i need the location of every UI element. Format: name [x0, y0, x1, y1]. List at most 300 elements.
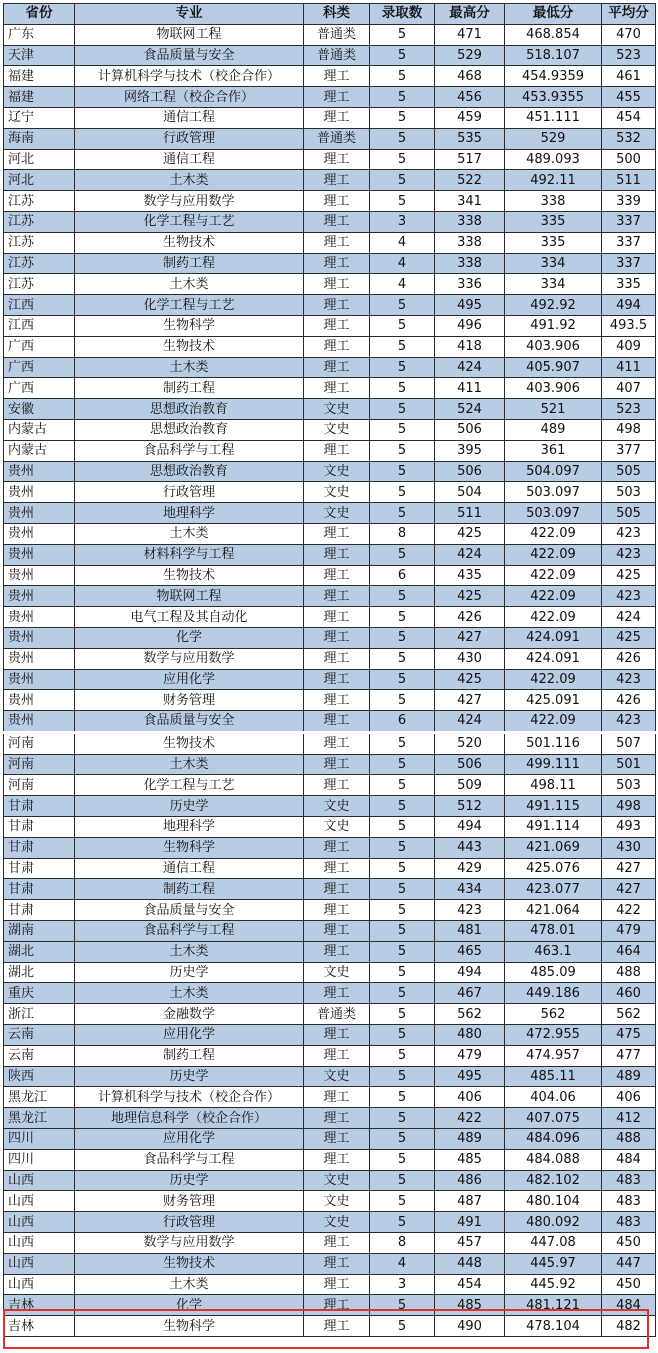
cell-admitted-count: 5	[370, 295, 435, 316]
cell-province: 贵州	[4, 648, 75, 669]
cell-admitted-count: 8	[370, 523, 435, 544]
cell-province: 浙江	[4, 1004, 75, 1025]
cell-admitted-count: 5	[370, 627, 435, 648]
cell-major: 土木类	[75, 1274, 304, 1295]
cell-major: 土木类	[75, 941, 304, 962]
cell-admitted-count: 6	[370, 565, 435, 586]
cell-major: 历史学	[75, 1170, 304, 1191]
table-row	[4, 399, 656, 420]
cell-category: 理工	[304, 1087, 370, 1108]
cell-province: 江苏	[4, 191, 75, 212]
cell-max-score: 418	[435, 336, 505, 357]
cell-major: 数学与应用数学	[75, 191, 304, 212]
cell-province: 江苏	[4, 253, 75, 274]
cell-major: 地理信息科学（校企合作）	[75, 1108, 304, 1129]
cell-max-score: 506	[435, 419, 505, 440]
cell-max-score: 471	[435, 24, 505, 45]
cell-admitted-count: 5	[370, 1087, 435, 1108]
cell-province: 湖北	[4, 941, 75, 962]
cell-avg-score: 423	[602, 669, 656, 690]
cell-max-score: 406	[435, 1087, 505, 1108]
table-row	[4, 45, 656, 66]
cell-admitted-count: 5	[370, 378, 435, 399]
cell-avg-score: 523	[602, 45, 656, 66]
table-row	[4, 107, 656, 128]
cell-admitted-count: 5	[370, 461, 435, 482]
table-row	[4, 440, 656, 461]
cell-category: 普通类	[304, 24, 370, 45]
cell-max-score: 425	[435, 523, 505, 544]
cell-max-score: 485	[435, 1295, 505, 1316]
header-province: 省份	[4, 4, 75, 25]
cell-max-score: 454	[435, 1274, 505, 1295]
cell-province: 福建	[4, 66, 75, 87]
cell-min-score: 478.104	[505, 1316, 602, 1337]
cell-province: 山西	[4, 1253, 75, 1274]
cell-admitted-count: 5	[370, 607, 435, 628]
cell-max-score: 529	[435, 45, 505, 66]
cell-min-score: 484.088	[505, 1149, 602, 1170]
cell-major: 土木类	[75, 274, 304, 295]
cell-min-score: 451.111	[505, 107, 602, 128]
cell-avg-score: 532	[602, 128, 656, 149]
header-admitted-count: 录取数	[370, 4, 435, 25]
cell-province: 江西	[4, 295, 75, 316]
cell-max-score: 422	[435, 1108, 505, 1129]
cell-min-score: 499.111	[505, 754, 602, 775]
cell-major: 化学工程与工艺	[75, 295, 304, 316]
cell-major: 土木类	[75, 983, 304, 1004]
cell-province: 内蒙古	[4, 440, 75, 461]
cell-major: 化学	[75, 627, 304, 648]
cell-min-score: 422.09	[505, 607, 602, 628]
cell-province: 山西	[4, 1191, 75, 1212]
cell-min-score: 449.186	[505, 983, 602, 1004]
cell-province: 河北	[4, 170, 75, 191]
cell-category: 文史	[304, 962, 370, 983]
cell-province: 甘肃	[4, 858, 75, 879]
cell-avg-score: 427	[602, 879, 656, 900]
cell-major: 物联网工程	[75, 586, 304, 607]
cell-max-score: 495	[435, 1066, 505, 1087]
cell-major: 食品科学与工程	[75, 921, 304, 942]
cell-major: 土木类	[75, 357, 304, 378]
cell-max-score: 491	[435, 1212, 505, 1233]
cell-min-score: 422.09	[505, 711, 602, 733]
cell-avg-score: 455	[602, 87, 656, 108]
table-row	[4, 461, 656, 482]
table-row	[4, 1233, 656, 1254]
cell-category: 文史	[304, 1191, 370, 1212]
cell-province: 贵州	[4, 461, 75, 482]
cell-major: 应用化学	[75, 669, 304, 690]
table-row	[4, 1295, 656, 1316]
cell-admitted-count: 5	[370, 690, 435, 711]
cell-avg-score: 427	[602, 858, 656, 879]
cell-min-score: 423.077	[505, 879, 602, 900]
cell-category: 文史	[304, 503, 370, 524]
cell-major: 生物科学	[75, 315, 304, 336]
cell-admitted-count: 5	[370, 648, 435, 669]
cell-avg-score: 411	[602, 357, 656, 378]
cell-major: 生物技术	[75, 565, 304, 586]
cell-min-score: 562	[505, 1004, 602, 1025]
cell-category: 理工	[304, 1253, 370, 1274]
cell-admitted-count: 5	[370, 1212, 435, 1233]
cell-avg-score: 503	[602, 775, 656, 796]
cell-category: 理工	[304, 211, 370, 232]
cell-category: 理工	[304, 565, 370, 586]
cell-admitted-count: 5	[370, 1025, 435, 1046]
cell-min-score: 474.957	[505, 1045, 602, 1066]
cell-min-score: 463.1	[505, 941, 602, 962]
cell-max-score: 487	[435, 1191, 505, 1212]
cell-max-score: 479	[435, 1045, 505, 1066]
cell-major: 通信工程	[75, 858, 304, 879]
cell-admitted-count: 5	[370, 24, 435, 45]
cell-min-score: 334	[505, 274, 602, 295]
cell-max-score: 338	[435, 232, 505, 253]
cell-avg-score: 503	[602, 482, 656, 503]
cell-province: 贵州	[4, 523, 75, 544]
cell-max-score: 562	[435, 1004, 505, 1025]
table-row	[4, 586, 656, 607]
table-row	[4, 732, 656, 754]
cell-major: 制药工程	[75, 378, 304, 399]
cell-province: 广西	[4, 357, 75, 378]
cell-avg-score: 461	[602, 66, 656, 87]
cell-max-score: 435	[435, 565, 505, 586]
cell-avg-score: 422	[602, 900, 656, 921]
cell-major: 历史学	[75, 796, 304, 817]
table-row	[4, 1045, 656, 1066]
cell-province: 辽宁	[4, 107, 75, 128]
cell-category: 理工	[304, 858, 370, 879]
cell-min-score: 422.09	[505, 544, 602, 565]
cell-avg-score: 447	[602, 1253, 656, 1274]
cell-min-score: 501.116	[505, 732, 602, 754]
cell-major: 通信工程	[75, 149, 304, 170]
cell-max-score: 424	[435, 357, 505, 378]
cell-category: 理工	[304, 87, 370, 108]
cell-category: 理工	[304, 983, 370, 1004]
cell-category: 文史	[304, 796, 370, 817]
cell-max-score: 509	[435, 775, 505, 796]
cell-avg-score: 412	[602, 1108, 656, 1129]
cell-admitted-count: 5	[370, 754, 435, 775]
cell-min-score: 472.955	[505, 1025, 602, 1046]
cell-admitted-count: 5	[370, 315, 435, 336]
cell-province: 河南	[4, 775, 75, 796]
cell-major: 生物技术	[75, 336, 304, 357]
cell-admitted-count: 5	[370, 45, 435, 66]
admission-score-table	[3, 3, 656, 1337]
cell-admitted-count: 4	[370, 1253, 435, 1274]
cell-major: 制药工程	[75, 253, 304, 274]
cell-admitted-count: 5	[370, 1316, 435, 1337]
cell-admitted-count: 5	[370, 900, 435, 921]
cell-max-score: 457	[435, 1233, 505, 1254]
cell-province: 陕西	[4, 1066, 75, 1087]
table-row	[4, 817, 656, 838]
cell-avg-score: 477	[602, 1045, 656, 1066]
cell-category: 理工	[304, 627, 370, 648]
cell-admitted-count: 5	[370, 66, 435, 87]
cell-province: 云南	[4, 1045, 75, 1066]
table-row	[4, 754, 656, 775]
cell-admitted-count: 5	[370, 440, 435, 461]
cell-min-score: 445.97	[505, 1253, 602, 1274]
cell-admitted-count: 5	[370, 879, 435, 900]
cell-major: 行政管理	[75, 482, 304, 503]
cell-min-score: 468.854	[505, 24, 602, 45]
cell-avg-score: 337	[602, 253, 656, 274]
cell-province: 贵州	[4, 482, 75, 503]
cell-admitted-count: 5	[370, 336, 435, 357]
cell-province: 贵州	[4, 607, 75, 628]
cell-max-score: 423	[435, 900, 505, 921]
cell-province: 贵州	[4, 503, 75, 524]
cell-admitted-count: 5	[370, 1191, 435, 1212]
cell-major: 财务管理	[75, 690, 304, 711]
cell-max-score: 468	[435, 66, 505, 87]
cell-admitted-count: 5	[370, 921, 435, 942]
cell-admitted-count: 5	[370, 858, 435, 879]
cell-avg-score: 507	[602, 732, 656, 754]
cell-max-score: 506	[435, 461, 505, 482]
cell-admitted-count: 5	[370, 399, 435, 420]
cell-major: 食品质量与安全	[75, 711, 304, 733]
cell-province: 海南	[4, 128, 75, 149]
cell-category: 理工	[304, 1295, 370, 1316]
cell-min-score: 403.906	[505, 336, 602, 357]
cell-max-score: 496	[435, 315, 505, 336]
cell-category: 文史	[304, 461, 370, 482]
cell-category: 理工	[304, 1274, 370, 1295]
table-row	[4, 607, 656, 628]
cell-avg-score: 470	[602, 24, 656, 45]
table-row	[4, 66, 656, 87]
cell-admitted-count: 5	[370, 775, 435, 796]
cell-max-score: 481	[435, 921, 505, 942]
cell-category: 理工	[304, 754, 370, 775]
table-row	[4, 378, 656, 399]
cell-category: 理工	[304, 711, 370, 733]
table-row	[4, 544, 656, 565]
table-row	[4, 565, 656, 586]
table-row	[4, 669, 656, 690]
cell-min-score: 453.9355	[505, 87, 602, 108]
cell-admitted-count: 5	[370, 1108, 435, 1129]
table-body	[4, 24, 656, 1336]
cell-min-score: 421.064	[505, 900, 602, 921]
cell-admitted-count: 5	[370, 419, 435, 440]
cell-province: 黑龙江	[4, 1087, 75, 1108]
cell-major: 金融数学	[75, 1004, 304, 1025]
cell-admitted-count: 5	[370, 586, 435, 607]
cell-max-score: 517	[435, 149, 505, 170]
cell-category: 理工	[304, 1045, 370, 1066]
table-row	[4, 1316, 656, 1337]
cell-max-score: 535	[435, 128, 505, 149]
cell-major: 土木类	[75, 754, 304, 775]
cell-max-score: 506	[435, 754, 505, 775]
cell-max-score: 495	[435, 295, 505, 316]
table-row	[4, 921, 656, 942]
cell-min-score: 503.097	[505, 503, 602, 524]
cell-max-score: 504	[435, 482, 505, 503]
cell-major: 食品科学与工程	[75, 1149, 304, 1170]
cell-province: 吉林	[4, 1295, 75, 1316]
cell-major: 生物技术	[75, 1253, 304, 1274]
cell-province: 河南	[4, 754, 75, 775]
cell-province: 贵州	[4, 565, 75, 586]
cell-avg-score: 407	[602, 378, 656, 399]
table-row	[4, 128, 656, 149]
cell-major: 历史学	[75, 1066, 304, 1087]
cell-province: 贵州	[4, 690, 75, 711]
cell-min-score: 492.92	[505, 295, 602, 316]
cell-avg-score: 505	[602, 503, 656, 524]
cell-major: 网络工程（校企合作）	[75, 87, 304, 108]
cell-province: 甘肃	[4, 837, 75, 858]
cell-avg-score: 488	[602, 962, 656, 983]
cell-admitted-count: 5	[370, 482, 435, 503]
cell-admitted-count: 5	[370, 503, 435, 524]
cell-province: 四川	[4, 1129, 75, 1150]
table-row	[4, 775, 656, 796]
cell-category: 文史	[304, 419, 370, 440]
table-row	[4, 796, 656, 817]
cell-min-score: 424.091	[505, 627, 602, 648]
cell-avg-score: 335	[602, 274, 656, 295]
table-row	[4, 253, 656, 274]
cell-major: 生物技术	[75, 732, 304, 754]
cell-avg-score: 498	[602, 796, 656, 817]
header-category: 科类	[304, 4, 370, 25]
cell-major: 物联网工程	[75, 24, 304, 45]
cell-max-score: 512	[435, 796, 505, 817]
cell-major: 制药工程	[75, 879, 304, 900]
cell-avg-score: 377	[602, 440, 656, 461]
cell-max-score: 429	[435, 858, 505, 879]
cell-province: 山西	[4, 1212, 75, 1233]
cell-avg-score: 460	[602, 983, 656, 1004]
cell-max-score: 395	[435, 440, 505, 461]
cell-major: 制药工程	[75, 1045, 304, 1066]
cell-category: 理工	[304, 837, 370, 858]
cell-province: 福建	[4, 87, 75, 108]
table-row	[4, 191, 656, 212]
cell-major: 生物科学	[75, 1316, 304, 1337]
cell-avg-score: 337	[602, 211, 656, 232]
table-row	[4, 1087, 656, 1108]
cell-category: 理工	[304, 66, 370, 87]
cell-category: 理工	[304, 1129, 370, 1150]
cell-avg-score: 562	[602, 1004, 656, 1025]
table-row	[4, 1004, 656, 1025]
cell-province: 山西	[4, 1233, 75, 1254]
cell-max-score: 459	[435, 107, 505, 128]
cell-major: 通信工程	[75, 107, 304, 128]
cell-category: 理工	[304, 921, 370, 942]
cell-category: 理工	[304, 607, 370, 628]
cell-province: 广东	[4, 24, 75, 45]
cell-admitted-count: 5	[370, 1129, 435, 1150]
table-row	[4, 1129, 656, 1150]
cell-admitted-count: 5	[370, 1149, 435, 1170]
header-major: 专业	[75, 4, 304, 25]
cell-min-score: 403.906	[505, 378, 602, 399]
cell-category: 文史	[304, 482, 370, 503]
cell-avg-score: 423	[602, 523, 656, 544]
cell-province: 甘肃	[4, 817, 75, 838]
cell-province: 江苏	[4, 274, 75, 295]
table-row	[4, 24, 656, 45]
cell-max-score: 448	[435, 1253, 505, 1274]
table-row	[4, 87, 656, 108]
cell-avg-score: 425	[602, 565, 656, 586]
table-row	[4, 1212, 656, 1233]
cell-major: 计算机科学与技术（校企合作）	[75, 66, 304, 87]
cell-min-score: 485.09	[505, 962, 602, 983]
cell-avg-score: 484	[602, 1295, 656, 1316]
admission-score-sheet	[3, 3, 655, 1337]
cell-max-score: 336	[435, 274, 505, 295]
table-row	[4, 315, 656, 336]
cell-max-score: 490	[435, 1316, 505, 1337]
cell-admitted-count: 5	[370, 962, 435, 983]
cell-min-score: 335	[505, 211, 602, 232]
cell-avg-score: 406	[602, 1087, 656, 1108]
cell-admitted-count: 5	[370, 1170, 435, 1191]
cell-avg-score: 339	[602, 191, 656, 212]
cell-major: 化学	[75, 1295, 304, 1316]
cell-max-score: 427	[435, 690, 505, 711]
cell-max-score: 494	[435, 962, 505, 983]
cell-province: 江西	[4, 315, 75, 336]
cell-category: 理工	[304, 732, 370, 754]
cell-category: 理工	[304, 1149, 370, 1170]
cell-max-score: 338	[435, 253, 505, 274]
cell-max-score: 511	[435, 503, 505, 524]
table-row	[4, 690, 656, 711]
cell-min-score: 422.09	[505, 586, 602, 607]
cell-province: 山西	[4, 1274, 75, 1295]
table-row	[4, 1149, 656, 1170]
cell-province: 重庆	[4, 983, 75, 1004]
cell-category: 普通类	[304, 1004, 370, 1025]
table-row	[4, 962, 656, 983]
table-row	[4, 648, 656, 669]
cell-min-score: 492.11	[505, 170, 602, 191]
cell-province: 内蒙古	[4, 419, 75, 440]
table-row	[4, 211, 656, 232]
cell-avg-score: 488	[602, 1129, 656, 1150]
cell-province: 广西	[4, 378, 75, 399]
cell-major: 食品质量与安全	[75, 900, 304, 921]
cell-max-score: 524	[435, 399, 505, 420]
cell-min-score: 484.096	[505, 1129, 602, 1150]
table-row	[4, 232, 656, 253]
table-row	[4, 879, 656, 900]
cell-admitted-count: 5	[370, 941, 435, 962]
table-row	[4, 295, 656, 316]
cell-major: 行政管理	[75, 1212, 304, 1233]
table-row	[4, 1170, 656, 1191]
cell-category: 理工	[304, 191, 370, 212]
cell-category: 理工	[304, 941, 370, 962]
